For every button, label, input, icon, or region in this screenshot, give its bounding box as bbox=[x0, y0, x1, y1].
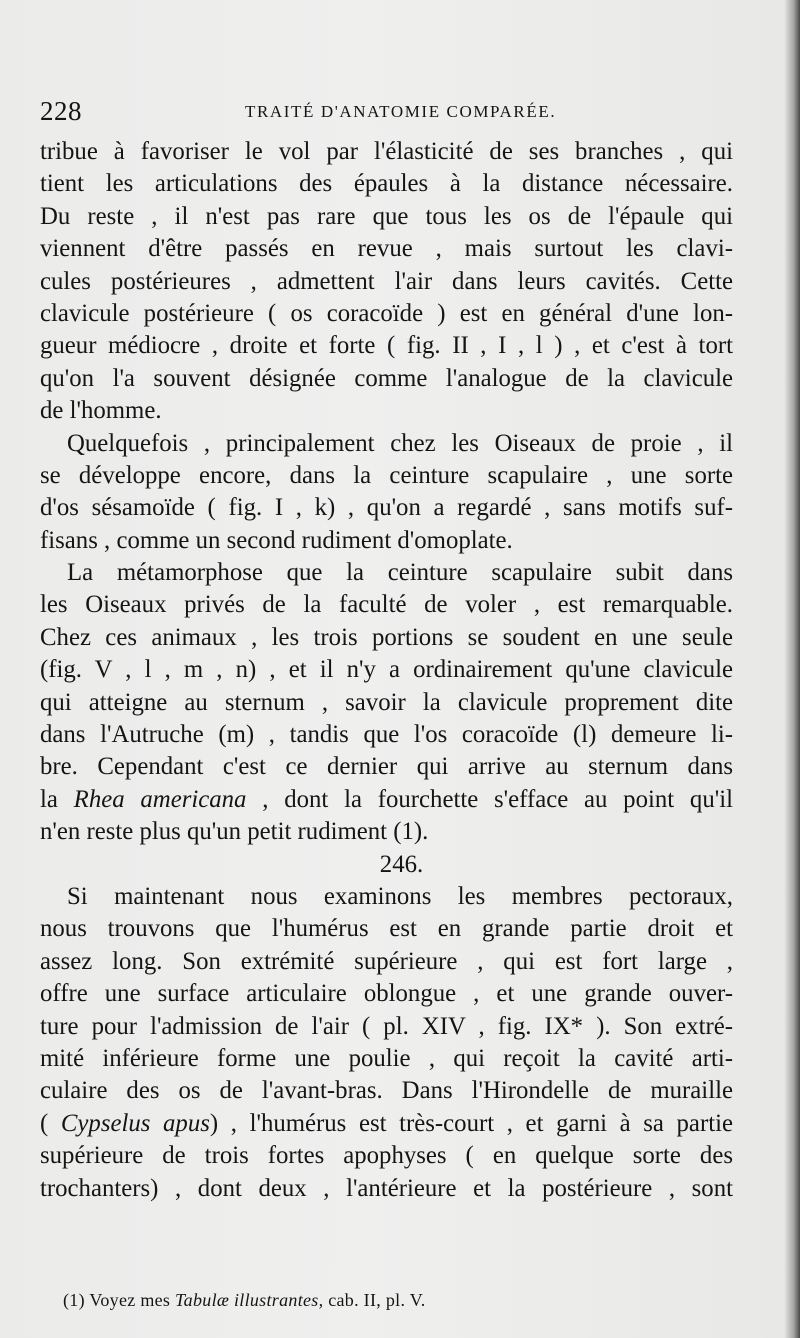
text-line: Si maintenant nous examinons les membres pectoraux, bbox=[67, 882, 733, 910]
paragraph-1 bbox=[40, 136, 733, 428]
text-line: d'os sésamoïde ( fig. I , k) , qu'on a regardé , sans motifs suf- bbox=[40, 494, 733, 522]
text-fragment: la bbox=[40, 785, 74, 813]
species-name-rhea: Rhea americana bbox=[73, 785, 247, 813]
paragraph-3 bbox=[40, 557, 733, 849]
text-line-with-species bbox=[40, 1108, 733, 1140]
text-fragment: , dont la fourchette s'efface au point qu'il bbox=[246, 785, 733, 813]
footnote-title: Tabulæ illustrantes, bbox=[175, 1290, 324, 1310]
page-edge-shadow bbox=[784, 0, 800, 1338]
text-line: offre une surface articulaire oblongue , et une grande ouver- bbox=[40, 980, 733, 1008]
footnote bbox=[63, 1290, 623, 1311]
text-line: La métamorphose que la ceinture scapulaire subit dans bbox=[67, 559, 733, 587]
text-line: trochanters) , dont deux , l'antérieure et la postérieure , sont bbox=[40, 1174, 733, 1202]
text-line: mité inférieure forme une poulie , qui reçoit la cavité arti- bbox=[40, 1044, 733, 1072]
text-line: se développe encore, dans la ceinture scapulaire , une sorte bbox=[40, 461, 733, 489]
text-line-with-species bbox=[40, 784, 733, 816]
paragraph-2 bbox=[40, 428, 733, 558]
footnote-text: (1) Voyez mes bbox=[63, 1290, 176, 1310]
paragraph-4 bbox=[40, 881, 733, 1205]
text-line: qui atteigne au sternum , savoir la clavicule proprement dite bbox=[40, 688, 733, 716]
text-line: Chez ces animaux , les trois portions se soudent en une seule bbox=[40, 623, 733, 651]
text-line: assez long. Son extrémité supérieure , qui est fort large , bbox=[40, 947, 733, 975]
page-number: 228 bbox=[40, 96, 82, 126]
text-line: les Oiseaux privés de la faculté de voler , est remarquable. bbox=[40, 591, 733, 619]
body-text bbox=[40, 136, 733, 1205]
text-line: ture pour l'admission de l'air ( pl. XIV , fig. IX* ). Son extré- bbox=[40, 1012, 733, 1040]
text-line: Quelquefois , principalement chez les Oiseaux de proie , il bbox=[67, 429, 733, 457]
text-line: Du reste , il n'est pas rare que tous les os de l'épaule qui bbox=[40, 202, 733, 230]
text-line: fisans , comme un second rudiment d'omoplate. bbox=[40, 526, 513, 554]
text-fragment: ( bbox=[40, 1109, 61, 1137]
text-line: bre. Cependant c'est ce dernier qui arrive au sternum dans bbox=[40, 753, 733, 781]
text-line: n'en reste plus qu'un petit rudiment (1). bbox=[40, 818, 429, 846]
text-line: tribue à favoriser le vol par l'élasticité de ses branches , qui bbox=[40, 138, 733, 165]
text-line: gueur médiocre , droite et forte ( fig. II , I , l ) , et c'est à tort bbox=[40, 332, 733, 360]
text-line: cules postérieures , admettent l'air dans leurs cavités. Cette bbox=[40, 267, 733, 295]
text-line: de l'homme. bbox=[40, 397, 162, 425]
page-header bbox=[40, 96, 740, 130]
text-line: nous trouvons que l'humérus est en grande partie droit et bbox=[40, 915, 733, 943]
text-line: dans l'Autruche (m) , tandis que l'os coracoïde (l) demeure li- bbox=[40, 721, 733, 749]
text-line: tient les articulations des épaules à la distance nécessaire. bbox=[40, 170, 733, 198]
running-title: TRAITÉ D'ANATOMIE COMPARÉE. bbox=[245, 102, 557, 121]
text-line: qu'on l'a souvent désignée comme l'analogue de la clavicule bbox=[40, 364, 733, 392]
footnote-text: cab. II, pl. V. bbox=[323, 1290, 426, 1310]
species-name-cypselus: Cypselus apus bbox=[60, 1109, 210, 1137]
text-line: (fig. V , l , m , n) , et il n'y a ordinairement qu'une clavicule bbox=[40, 656, 733, 684]
text-line: clavicule postérieure ( os coracoïde ) est en général d'une lon- bbox=[40, 299, 733, 327]
text-line: culaire des os de l'avant-bras. Dans l'Hirondelle de muraille bbox=[40, 1077, 733, 1105]
text-line: viennent d'être passés en revue , mais surtout les clavi- bbox=[40, 235, 733, 263]
text-fragment: ) , l'humérus est très-court , et garni à sa partie bbox=[209, 1109, 733, 1137]
text-line: supérieure de trois fortes apophyses ( en quelque sorte des bbox=[40, 1142, 733, 1170]
section-number: 246. bbox=[379, 850, 424, 878]
